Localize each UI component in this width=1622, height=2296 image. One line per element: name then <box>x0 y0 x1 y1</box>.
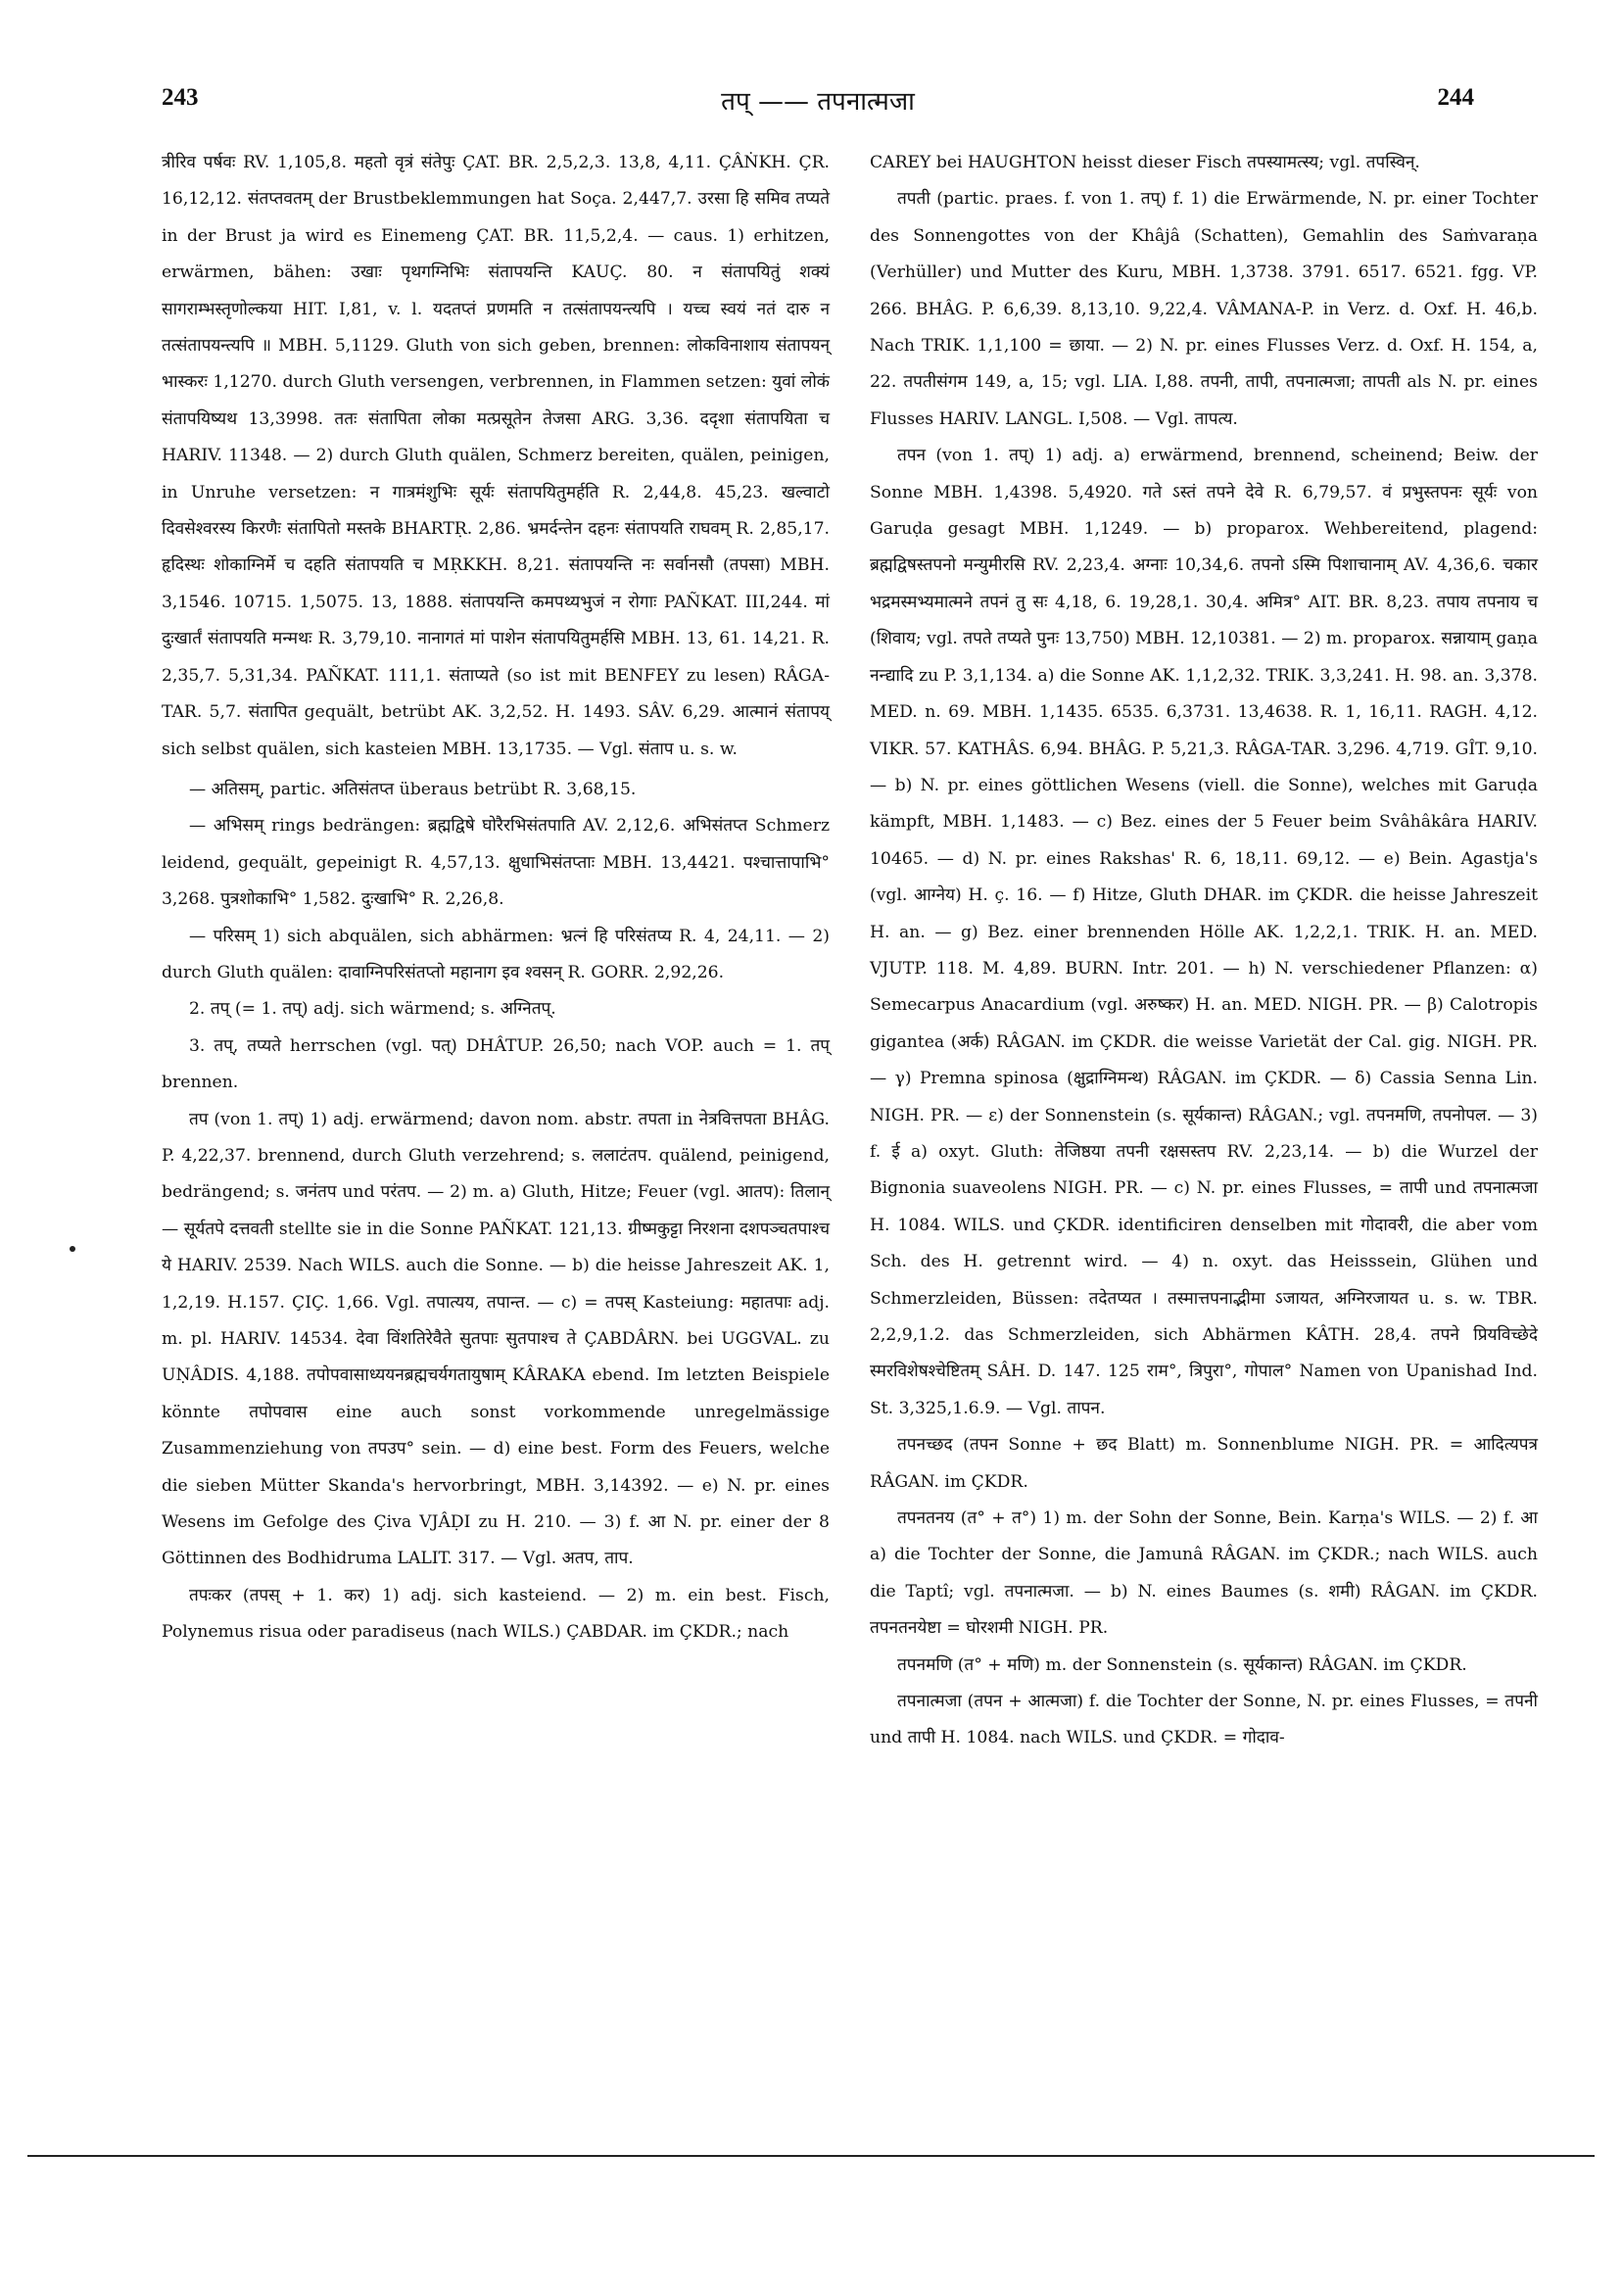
page-header <box>162 84 1474 123</box>
left-entry-parisam: — परिसम् 1) sich abquälen, sich abhärmen: भ्रत्नं हि परिसंतप्य R. 4, 24,11. — 2) durch Gluth quälen: दावाग्निपरिसंतप्तो महानाग इव श्वसन् R. GORR. 2,92,26. <box>162 926 830 982</box>
left-entry-continuation: त्रीरिव पर्षवः RV. 1,105,8. महतो वृत्रं संतेपुः ÇAT. BR. 2,5,2,3. 13,8, 4,11. ÇÂṄKH. ÇR. 16,12,12. संतप्तवतम् der Brustbeklemmungen hat Soça. 2,447,7. उरसा हि समिव तप्यते in der Brust ja wird es Einemeng ÇAT. BR. 11,5,2,4. — caus. 1) erhitzen, erwärmen, bähen: उखाः पृथगग्निभिः संतापयन्ति KAUÇ. 80. न संतापयितुं शक्यं सागराम्भस्तृणोल्कया HIT. I,81, v. l. यदतप्तं प्रणमति न तत्संतापयन्त्यपि । यच्च स्वयं नतं दारु न तत्संतापयन्त्यपि ॥ MBH. 5,1129. Gluth von sich geben, brennen: लोकविनाशाय संतापयन् भास्करः 1,1270. durch Gluth versengen, verbrennen, in Flammen setzen: युवां लोकं संतापयिष्यथ 13,3998. ततः संतापिता लोका मत्प्रसूतेन तेजसा ARG. 3,36. ददृशा संतापयिता च HARIV. 11348. — 2) durch Gluth quälen, Schmerz bereiten, quälen, peinigen, in Unruhe versetzen: न गात्रमंशुभिः सूर्यः संतापयितुमर्हति R. 2,44,8. 45,23. खल्वाटो दिवसेश्वरस्य किरणैः संतापितो मस्तके BHARTṚ. 2,86. भ्रमर्दन्तेन दहनः संतापयति राघवम् R. 2,85,17. हृदिस्थः शोकाग्निर्मे च दहति संतापयति च MṚKKH. 8,21. संतापयन्ति नः सर्वानसौ (तपसा) MBH. 3,1546. 10715. 1,5075. 13, 1888. संतापयन्ति कमपथ्यभुजं न रोगाः PAÑKAT. III,244. मां दुःखार्तं संतापयति मन्मथः R. 3,79,10. नानागतं मां पाशेन संतापयितुमर्हसि MBH. 13, 61. 14,21. R. 2,35,7. 5,31,34. PAÑKAT. 111,1. संताप्यते (so ist mit BENFEY zu lesen) RÂGA-TAR. 5,7. संतापित gequält, betrübt AK. 3,2,52. H. 1493. SÂV. 6,29. आत्मानं संतापय् sich selbst quälen, sich kasteien MBH. 13,1735. — Vgl. संताप u. s. w. <box>162 153 830 759</box>
right-entry-tapanatanaya: तपनतनय (त° + त°) 1) m. der Sohn der Sonne, Bein. Karṇa's WILS. — 2) f. आ a) die Tochter der Sonne, die Jamunâ RÂGAN. im ÇKDR.; nach WILS. auch die Taptî; vgl. तपनात्मजा. — b) N. eines Baumes (s. शमी) RÂGAN. im ÇKDR. तपनतनयेष्टा = घोरशमी NIGH. PR. <box>870 1508 1538 1639</box>
right-entry-continuation: CAREY bei HAUGHTON heisst dieser Fisch तपस्यामत्स्य; vgl. तपस्विन्. <box>870 153 1420 172</box>
left-entry-tap-3: 3. तप्, तप्यते herrschen (vgl. पत्) DHÂTUP. 26,50; nach VOP. auch = 1. तप् brennen. <box>162 1035 830 1093</box>
left-entry-tapahkara: तपःकर (तपस् + 1. कर) 1) adj. sich kasteiend. — 2) m. ein best. Fisch, Polynemus risua oder paradiseus (nach WILS.) ÇABDAR. im ÇKDR.; nach <box>162 1585 830 1643</box>
page-number-left: 243 <box>162 84 199 111</box>
left-column <box>162 145 830 1651</box>
page-number-right: 244 <box>1437 84 1474 111</box>
print-speck <box>70 1246 75 1252</box>
right-entry-tapanacchada: तपनच्छद (तपन Sonne + छद Blatt) m. Sonnenblume NIGH. PR. = आदित्यपत्र RÂGAN. im ÇKDR. <box>870 1435 1538 1492</box>
right-entry-tapanatmaja: तपनात्मजा (तपन + आत्मजा) f. die Tochter der Sonne, N. pr. eines Flusses, = तपनी und तापी H. 1084. nach WILS. und ÇKDR. = गोदाव- <box>870 1692 1538 1748</box>
right-entry-tapati: तपती (partic. praes. f. von 1. तप्) f. 1) die Erwärmende, N. pr. einer Tochter des Sonnengottes von der Khâjâ (Schatten), Gemahlin des Saṁvaraṇa (Verhüller) und Mutter des Kuru, MBH. 1,3738. 3791. 6517. 6521. fgg. VP. 266. BHÂG. P. 6,6,39. 8,13,10. 9,22,4. VÂMANA-P. in Verz. d. Oxf. H. 46,b. Nach TRIK. 1,1,100 = छाया. — 2) N. pr. eines Flusses Verz. d. Oxf. H. 154, a, 22. तपतीसंगम 149, a, 15; vgl. LIA. I,88. तपनी, तापी, तपनात्मजा; तापती als N. pr. eines Flusses HARIV. LANGL. I,508. — Vgl. तापत्य. <box>870 189 1538 429</box>
right-entry-tapana: तपन (von 1. तप्) 1) adj. a) erwärmend, brennend, scheinend; Beiw. der Sonne MBH. 1,4398. 5,4920. गते ऽस्तं तपने देवे R. 6,79,57. वं प्रभुस्तपनः सूर्यः von Garuḍa gesagt MBH. 1,1249. — b) proparox. Wehbereitend, plagend: ब्रह्मद्विषस्तपनो मन्युमीरसि RV. 2,23,4. अग्नाः 10,34,6. तपनो ऽस्मि पिशाचानाम् AV. 4,36,6. चकार भद्रमस्मभ्यमात्मने तपनं तु सः 4,18, 6. 19,28,1. 30,4. अमित्र° AIT. BR. 8,23. तपाय तपनाय च (शिवाय; vgl. तपते तप्यते पुनः 13,750) MBH. 12,10381. — 2) m. proparox. सन्नायाम् gaṇa नन्द्यादि zu P. 3,1,134. a) die Sonne AK. 1,1,2,32. TRIK. 3,3,241. H. 98. an. 3,378. MED. n. 69. MBH. 1,1435. 6535. 6,3731. 13,4638. R. 1, 16,11. RAGH. 4,12. VIKR. 57. KATHÂS. 6,94. BHÂG. P. 5,21,3. RÂGA-TAR. 3,296. 4,719. GÎT. 9,10. — b) N. pr. eines göttlichen Wesens (viell. die Sonne), welches mit Garuḍa kämpft, MBH. 1,1483. — c) Bez. eines der 5 Feuer beim Svâhâkâra HARIV. 10465. — d) N. pr. eines Rakshas' R. 6, 18,11. 69,12. — e) Bein. Agastja's (vgl. आग्नेय) H. ç. 16. — f) Hitze, Gluth DHAR. im ÇKDR. die heisse Jahreszeit H. an. — g) Bez. einer brennenden Hölle AK. 1,2,2,1. TRIK. H. an. MED. VJUTP. 118. M. 4,89. BURN. Intr. 201. — h) N. verschiedener Pflanzen: α) Semecarpus Anacardium (vgl. अरुष्कर) H. an. MED. NIGH. PR. — β) Calotropis gigantea (अर्क) RÂGAN. im ÇKDR. die weisse Varietät der Cal. gig. NIGH. PR. — γ) Premna spinosa (क्षुद्राग्निमन्थ) RÂGAN. im ÇKDR. — δ) Cassia Senna Lin. NIGH. PR. — ε) der Sonnenstein (s. सूर्यकान्त) RÂGAN.; vgl. तपनमणि, तपनोपल. — 3) f. ई a) oxyt. Gluth: तेजिष्ठया तपनी रक्षसस्तप RV. 2,23,14. — b) die Wurzel der Bignonia suaveolens NIGH. PR. — c) N. pr. eines Flusses, = तापी und तपनात्मजा H. 1084. WILS. und ÇKDR. identificiren denselben mit गोदावरी, die aber vom Sch. des H. getrennt wird. — 4) n. oxyt. das Heisssein, Glühen und Schmerzleiden, Büssen: तदेतप्यत । तस्मात्तपनाद्भीमा ऽजायत, अग्निरजायत u. s. w. TBR. 2,2,9,1.2. das Schmerzleiden, sich Abhärmen KÂTH. 28,4. तपने प्रियविच्छेदे स्मरविशेषश्चेष्टितम् SÂH. D. 147. 125 राम°, त्रिपुरा°, गोपाल° Namen von Upanishad Ind. St. 3,325,1.6.9. — Vgl. तापन. <box>870 446 1538 1418</box>
left-entry-tap-2: 2. तप् (= 1. तप्) adj. sich wärmend; s. अग्नितप्. <box>189 999 556 1020</box>
running-head: तप् —— तपनात्मजा <box>721 87 915 117</box>
left-entry-atisam: — अतिसम्, partic. अतिसंतप्त überaus betrübt R. 3,68,15. <box>189 779 637 799</box>
left-entry-abhisam: — अभिसम् rings bedrängen: ब्रह्मद्विषे घोरैरभिसंतपाति AV. 2,12,6. अभिसंतप्त Schmerz leidend, gequält, gepeinigt R. 4,57,13. क्षुधाभिसंतप्ताः MBH. 13,4421. पश्चात्तापाभि° 3,268. पुत्रशोकाभि° 1,582. दुःखाभि° R. 2,26,8. <box>162 816 830 910</box>
right-column <box>870 145 1538 1757</box>
bottom-rule <box>27 2155 1595 2157</box>
left-entry-tapa: तप (von 1. तप्) 1) adj. erwärmend; davon nom. abstr. तपता in नेत्रवित्तपता BHÂG. P. 4,22,37. brennend, durch Gluth verzehrend; s. ललाटंतप. quälend, peinigend, bedrängend; s. जनंतप und परंतप. — 2) m. a) Gluth, Hitze; Feuer (vgl. आतप): तिलान् — सूर्यतपे दत्तवती stellte sie in die Sonne PAÑKAT. 121,13. ग्रीष्मकुट्टा निरशना दशपञ्चतपाश्च ये HARIV. 2539. Nach WILS. auch die Sonne. — b) die heisse Jahreszeit AK. 1, 1,2,19. H.157. ÇIÇ. 1,66. Vgl. तपात्यय, तपान्त. — c) = तपस् Kasteiung: महातपाः adj. m. pl. HARIV. 14534. देवा विंशतिरेवैते सुतपाः सुतपाश्च ते ÇABDÂRN. bei UGGVAL. zu UṆÂDIS. 4,188. तपोपवासाध्ययनब्रह्मचर्यगतायुषाम् KÂRAKA ebend. Im letzten Beispiele könnte तपोपवास eine auch sonst vorkommende unregelmässige Zusammenziehung von तपउप° sein. — d) eine best. Form des Feuers, welche die sieben Mütter Skanda's hervorbringt, MBH. 3,14392. — e) N. pr. eines Wesens im Gefolge des Çiva VJÂḌI zu H. 210. — 3) f. आ N. pr. einer der 8 Göttinnen des Bodhidruma LALIT. 317. — Vgl. अतप, ताप. <box>162 1109 830 1569</box>
right-entry-tapanamani: तपनमणि (त° + मणि) m. der Sonnenstein (s. सूर्यकान्त) RÂGAN. im ÇKDR. <box>897 1654 1467 1675</box>
